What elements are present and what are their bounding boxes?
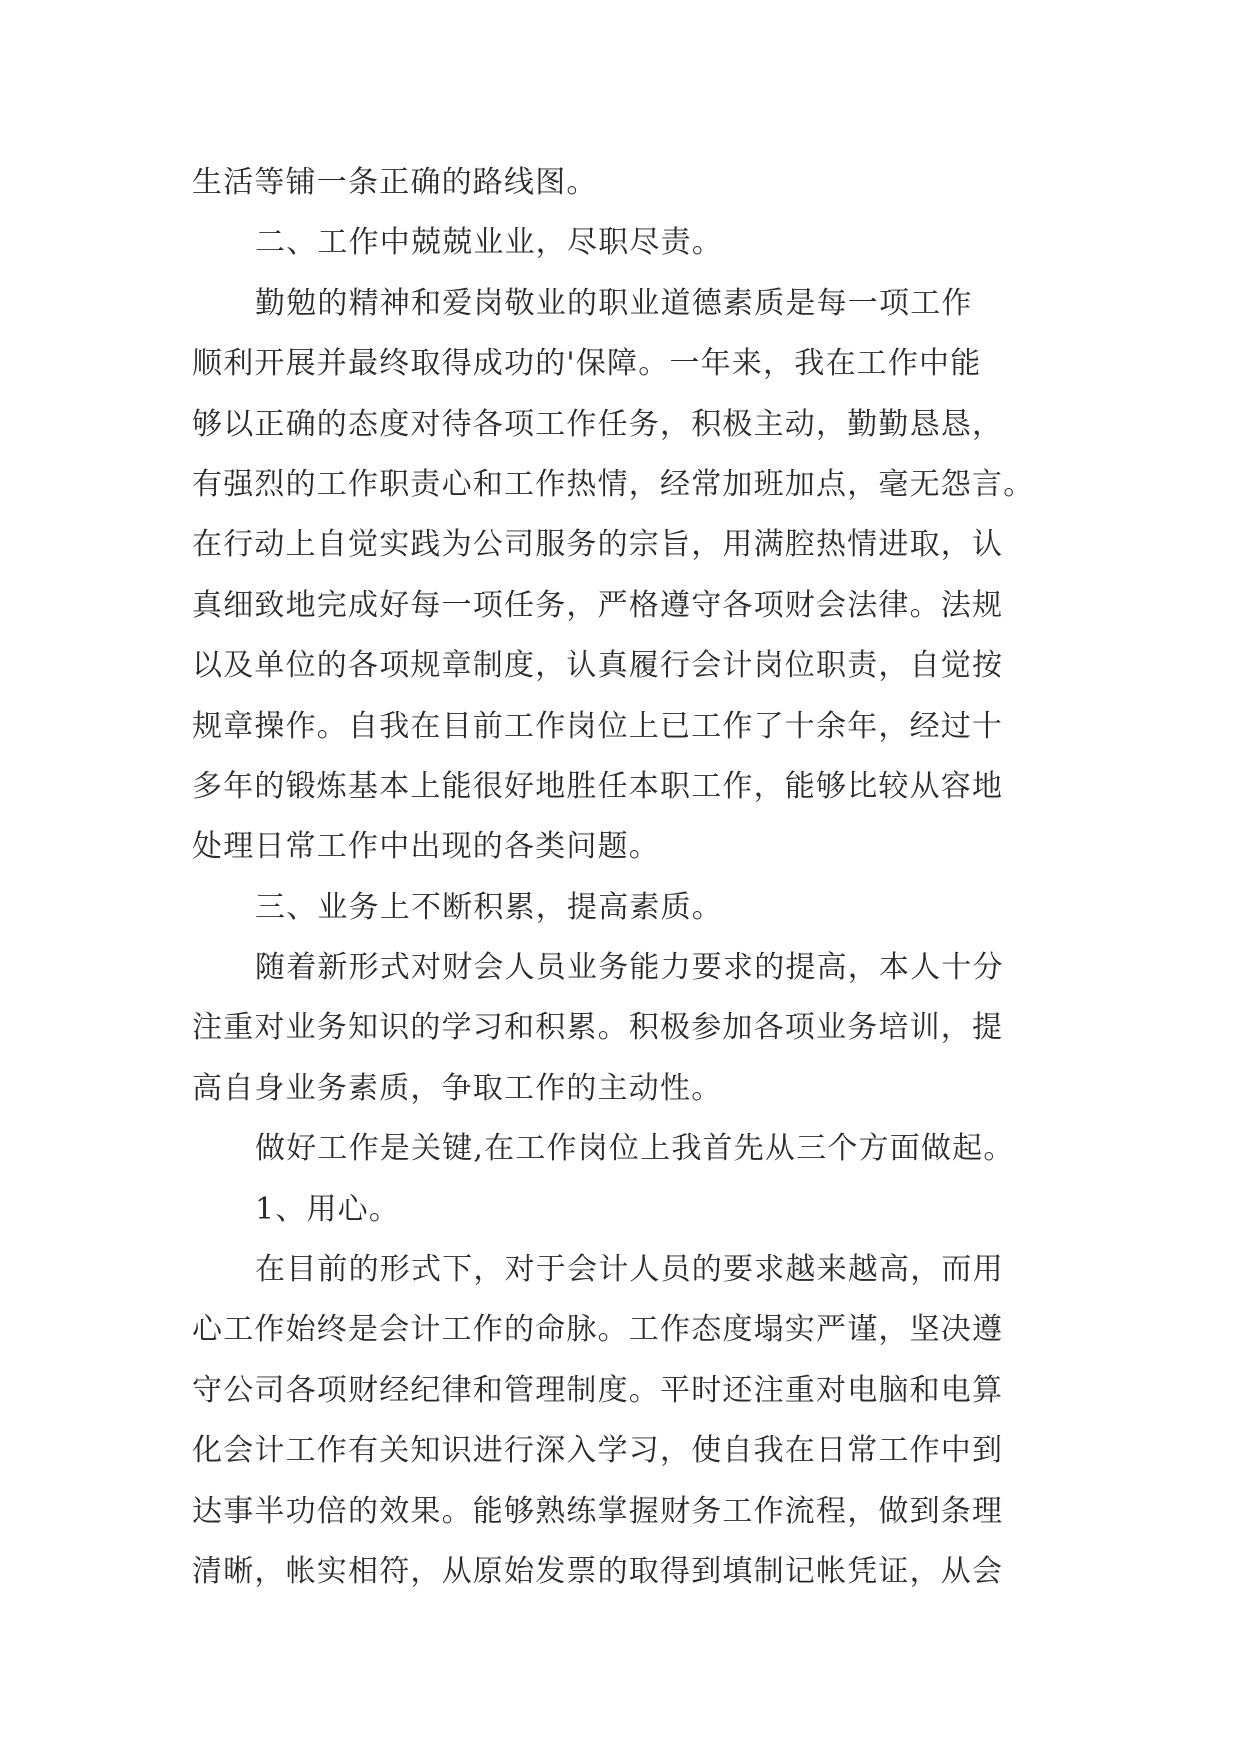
text-line: 心工作始终是会计工作的命脉。工作态度塌实严谨，坚决遵 [192,1312,1004,1348]
section-heading: 二、工作中兢兢业业，尽职尽责。 [255,225,723,261]
text-line: 处理日常工作中出现的各类问题。 [192,829,660,865]
text-line: 在目前的形式下，对于会计人员的要求越来越高，而用 [255,1252,1004,1288]
document-body [192,153,1052,1602]
text-line: 规章操作。自我在目前工作岗位上已工作了十余年，经过十 [192,708,1004,744]
subsection-heading: 1、用心。 [255,1191,401,1227]
text-line: 有强烈的工作职责心和工作热情，经常加班加点，毫无怨言。 [192,466,1035,502]
section-heading: 三、业务上不断积累，提高素质。 [255,889,723,925]
text-line: 注重对业务知识的学习和积累。积极参加各项业务培训，提 [192,1010,1004,1046]
text-line: 顺利开展并最终取得成功的'保障。一年来，我在工作中能 [192,346,982,382]
text-line: 在行动上自觉实践为公司服务的宗旨，用满腔热情进取，认 [192,527,1004,563]
text-line: 做好工作是关键,在工作岗位上我首先从三个方面做起。 [255,1131,1015,1167]
text-line: 守公司各项财经纪律和管理制度。平时还注重对电脑和电算 [192,1372,1004,1408]
text-line: 够以正确的态度对待各项工作任务，积极主动，勤勤恳恳， [192,406,1004,442]
text-line: 清晰，帐实相符，从原始发票的取得到填制记帐凭证，从会 [192,1553,1004,1589]
text-line: 高自身业务素质，争取工作的主动性。 [192,1070,723,1106]
text-line: 化会计工作有关知识进行深入学习，使自我在日常工作中到 [192,1433,1004,1469]
text-line: 以及单位的各项规章制度，认真履行会计岗位职责，自觉按 [192,648,1004,684]
text-line: 真细致地完成好每一项任务，严格遵守各项财会法律。法规 [192,587,1004,623]
text-line: 多年的锻炼基本上能很好地胜任本职工作，能够比较从容地 [192,768,1004,804]
text-line: 勤勉的精神和爱岗敬业的职业道德素质是每一项工作 [255,285,973,321]
text-line: 随着新形式对财会人员业务能力要求的提高，本人十分 [255,950,1004,986]
text-line: 达事半功倍的效果。能够熟练掌握财务工作流程，做到条理 [192,1493,1004,1529]
text-line: 生活等铺一条正确的路线图。 [192,165,598,200]
